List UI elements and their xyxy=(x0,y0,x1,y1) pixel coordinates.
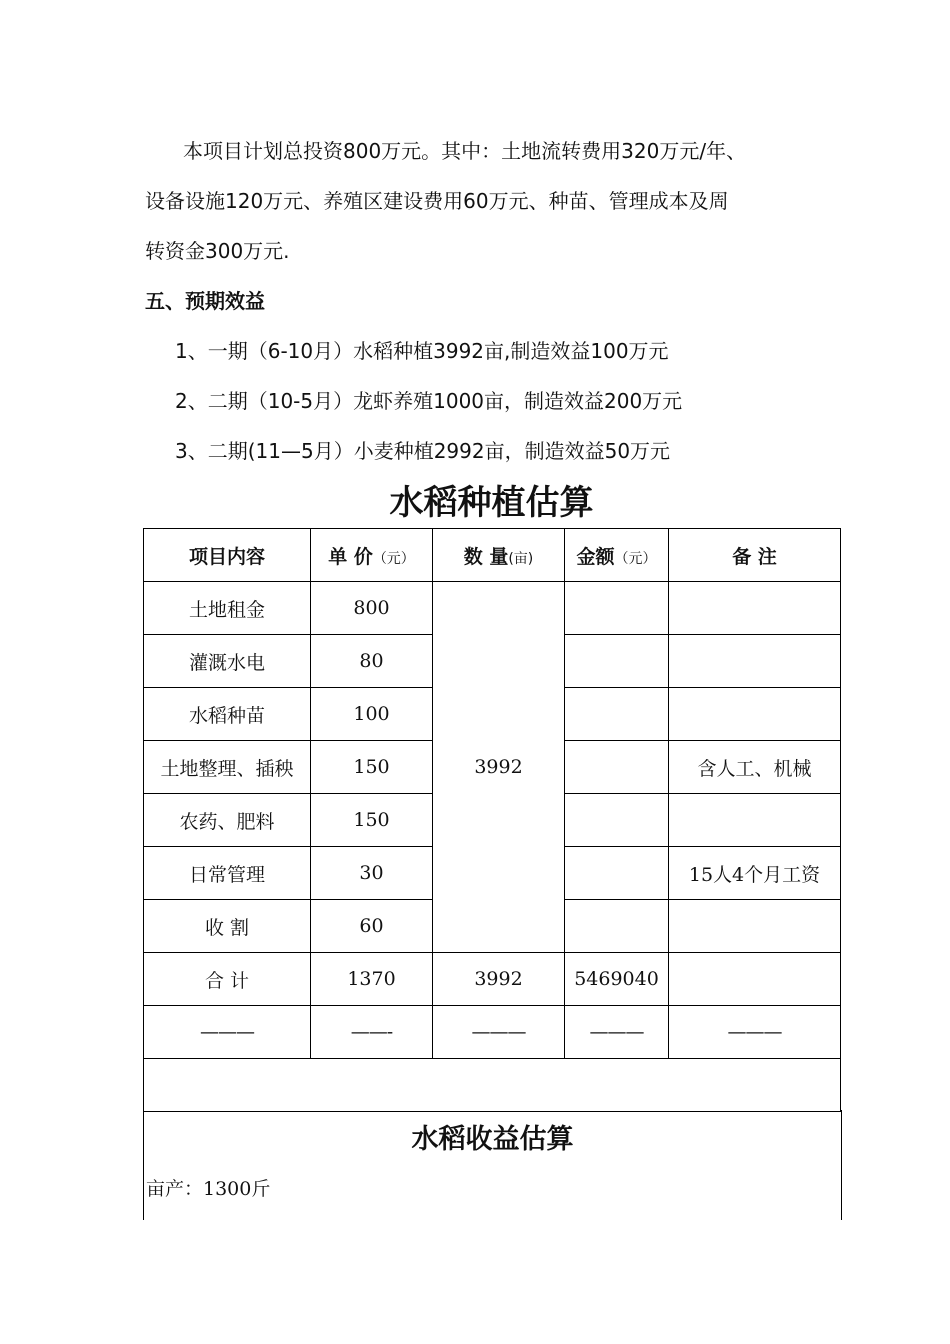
income-title: 水稻收益估算 xyxy=(411,1124,574,1155)
cell-amount xyxy=(565,847,669,900)
dash-cell: ——— xyxy=(144,1006,311,1059)
cell-amount xyxy=(565,741,669,794)
table-total-row xyxy=(144,953,841,1006)
table-header-row xyxy=(144,529,841,582)
header-amount: 金额（元） xyxy=(565,529,669,582)
cell-price: 60 xyxy=(311,900,433,953)
cell-amount xyxy=(565,688,669,741)
header-note: 备 注 xyxy=(669,529,841,582)
cell-quantity-merged: 3992 xyxy=(433,582,565,953)
cell-amount xyxy=(565,900,669,953)
cell-note xyxy=(669,794,841,847)
cell-amount xyxy=(565,794,669,847)
dash-cell: ——- xyxy=(311,1006,433,1059)
dash-cell: ——— xyxy=(669,1006,841,1059)
cell-amount xyxy=(565,582,669,635)
intro-line-3: 转资金300万元. xyxy=(145,239,290,263)
total-note xyxy=(669,953,841,1006)
benefit-item: 2、二期（10-5月）龙虾养殖1000亩，制造效益200万元 xyxy=(175,389,683,413)
benefit-item: 3、二期(11—5月）小麦种植2992亩，制造效益50万元 xyxy=(175,439,671,463)
benefits-list xyxy=(175,326,682,476)
table-dash-row xyxy=(144,1006,841,1059)
cell-note xyxy=(669,582,841,635)
cell-item: 土地租金 xyxy=(144,582,311,635)
benefits-heading: 五、预期效益 xyxy=(145,289,265,313)
cell-price: 80 xyxy=(311,635,433,688)
cell-note: 含人工、机械 xyxy=(669,741,841,794)
cell-price: 150 xyxy=(311,794,433,847)
income-section xyxy=(143,1110,842,1220)
cell-item: 农药、肥料 xyxy=(144,794,311,847)
total-amount: 5469040 xyxy=(565,953,669,1006)
yield-text: 亩产：1300斤 xyxy=(146,1178,271,1200)
total-price: 1370 xyxy=(311,953,433,1006)
planting-estimate-table xyxy=(143,528,841,1112)
cell-item: 土地整理、插秧 xyxy=(144,741,311,794)
empty-cell xyxy=(144,1059,841,1112)
intro-paragraph xyxy=(145,126,845,276)
cell-note xyxy=(669,635,841,688)
cell-item: 水稻种苗 xyxy=(144,688,311,741)
cell-price: 800 xyxy=(311,582,433,635)
header-quantity: 数 量(亩) xyxy=(433,529,565,582)
header-price: 单 价（元） xyxy=(311,529,433,582)
cell-amount xyxy=(565,635,669,688)
total-quantity: 3992 xyxy=(433,953,565,1006)
intro-line-1: 本项目计划总投资800万元。其中：土地流转费用320万元/年、 xyxy=(183,139,747,163)
cell-item: 日常管理 xyxy=(144,847,311,900)
cell-price: 30 xyxy=(311,847,433,900)
cell-note xyxy=(669,688,841,741)
header-item: 项目内容 xyxy=(144,529,311,582)
cell-note: 15人4个月工资 xyxy=(669,847,841,900)
cell-price: 100 xyxy=(311,688,433,741)
table-row xyxy=(144,582,841,635)
table-empty-row xyxy=(144,1059,841,1112)
total-label: 合 计 xyxy=(144,953,311,1006)
planting-table-title: 水稻种植估算 xyxy=(389,483,594,523)
intro-line-2: 设备设施120万元、养殖区建设费用60万元、种苗、管理成本及周 xyxy=(145,189,729,213)
dash-cell: ——— xyxy=(565,1006,669,1059)
benefit-item: 1、一期（6-10月）水稻种植3992亩,制造效益100万元 xyxy=(175,339,669,363)
cell-note xyxy=(669,900,841,953)
cell-item: 灌溉水电 xyxy=(144,635,311,688)
cell-price: 150 xyxy=(311,741,433,794)
dash-cell: ——— xyxy=(433,1006,565,1059)
cell-item: 收 割 xyxy=(144,900,311,953)
